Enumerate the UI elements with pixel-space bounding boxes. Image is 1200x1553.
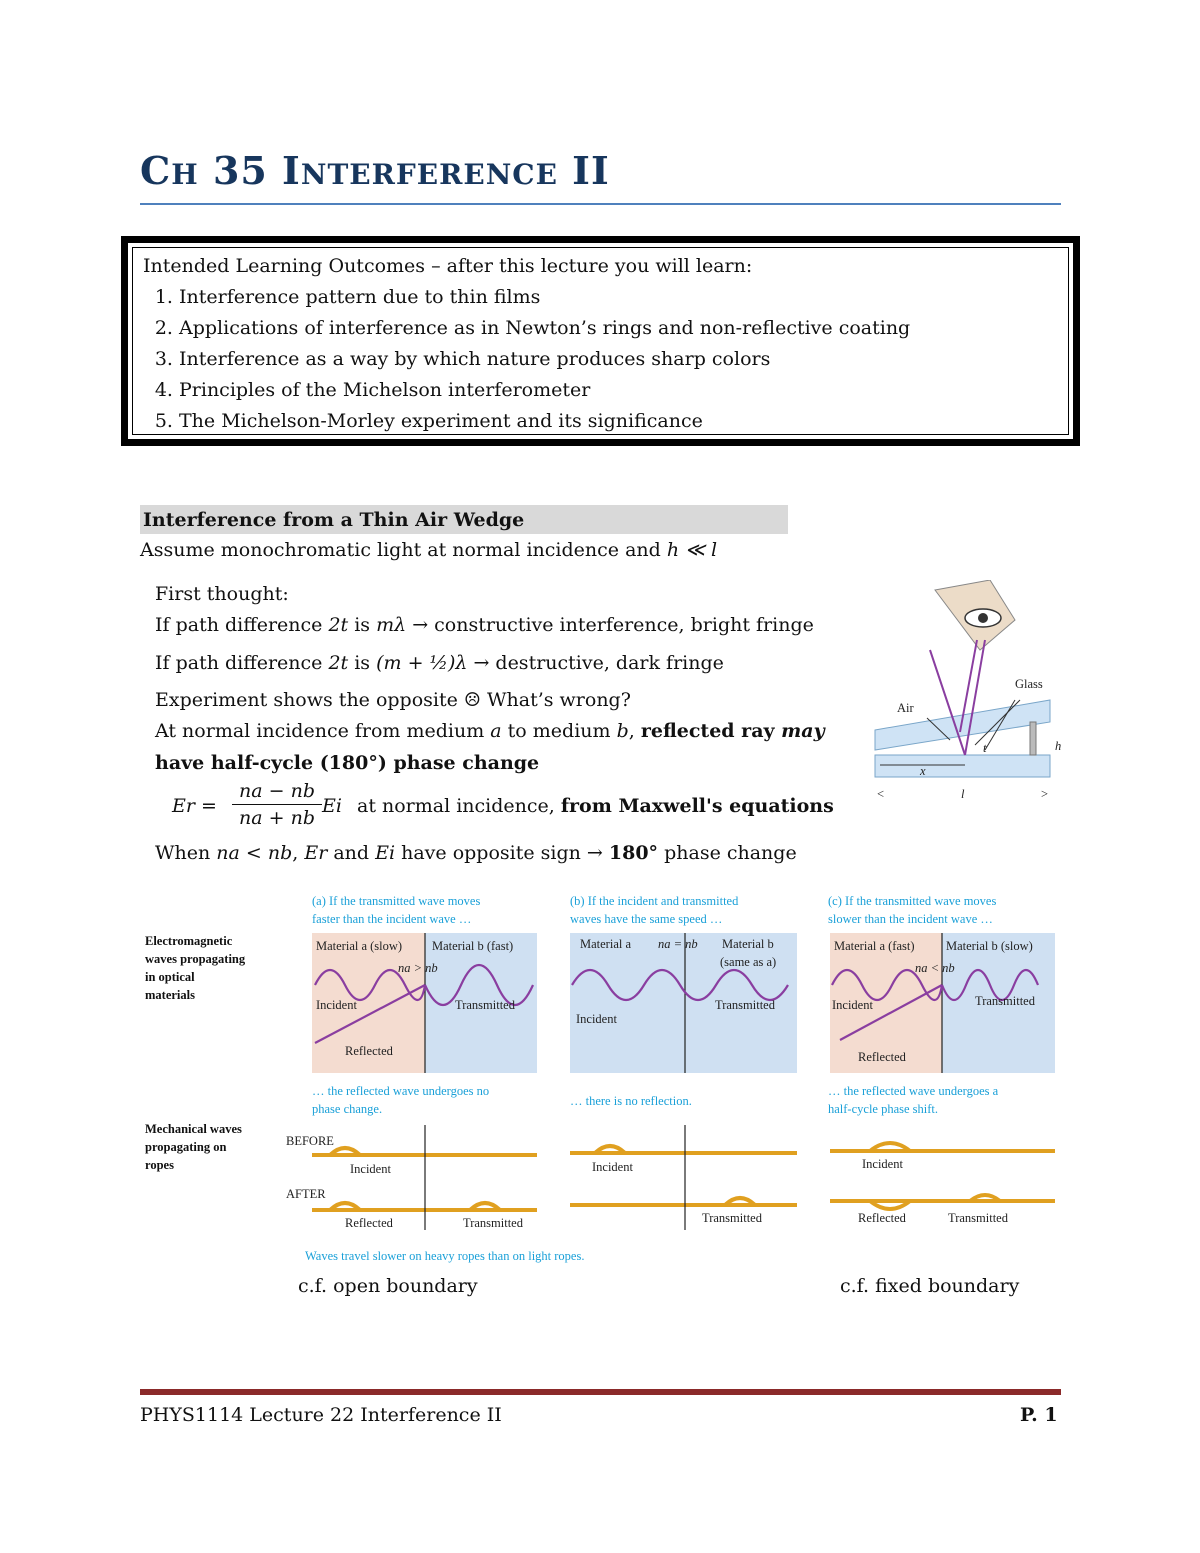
- panel-c-rope-transmitted: Transmitted: [948, 1211, 1008, 1225]
- em-waves-label-4: materials: [145, 988, 195, 1002]
- panel-b-note: … there is no reflection.: [570, 1094, 692, 1108]
- wedge-spacer: [1030, 722, 1036, 755]
- panel-a-rope-transmitted: Transmitted: [463, 1216, 523, 1230]
- panel-c-rope-incident: Incident: [862, 1157, 903, 1171]
- page-number: P. 1: [1020, 1404, 1058, 1426]
- constructive-line: If path difference 2t is mλ → constructive interference, bright fringe: [155, 614, 814, 636]
- bottom-glass-plate: [875, 755, 1050, 777]
- panel-c-reflected: Reflected: [858, 1050, 906, 1064]
- phase-change-line-2: have half-cycle (180°) phase change: [155, 752, 540, 774]
- wave-reflection-figure: [140, 885, 1060, 1270]
- bottom-note: Waves travel slower on heavy ropes than on light ropes.: [305, 1249, 585, 1263]
- outcome-item: 3. Interference as a way by which nature produces sharp colors: [179, 344, 910, 375]
- panel-a-note-1: … the reflected wave undergoes no: [312, 1084, 490, 1098]
- panel-c-material-right: Material b (slow): [946, 939, 1033, 953]
- l-right: >: [1041, 787, 1049, 801]
- mech-waves-label-1: Mechanical waves: [145, 1122, 242, 1136]
- panel-c-index-relation: na < nb: [915, 961, 955, 975]
- footer-course: PHYS1114 Lecture 22 Interference II: [140, 1404, 502, 1426]
- outcome-item: 1. Interference pattern due to thin films: [179, 282, 910, 313]
- panel-c-transmitted: Transmitted: [975, 994, 1035, 1008]
- panel-b-material-right: Material b: [722, 937, 774, 951]
- x-label: x: [920, 764, 926, 778]
- l-left: <: [877, 787, 885, 801]
- opposite-sign-line: When na < nb, Er and Ei have opposite sign → 180° phase change: [155, 842, 797, 864]
- glass-label: Glass: [1015, 677, 1043, 691]
- outcomes-list: [143, 282, 910, 437]
- outcome-item: 2. Applications of interference as in Newton’s rings and non-reflective coating: [179, 313, 910, 344]
- t-label: t: [983, 741, 987, 755]
- panel-a-material-right: Material b (fast): [432, 939, 514, 953]
- panel-b-transmitted: Transmitted: [715, 998, 775, 1012]
- panel-c-incident: Incident: [832, 998, 873, 1012]
- section-heading: Interference from a Thin Air Wedge: [140, 505, 788, 534]
- panel-a-reflected: Reflected: [345, 1044, 393, 1058]
- footer-rule: [140, 1389, 1061, 1395]
- first-thought: First thought:: [155, 583, 289, 605]
- panel-a-rope-reflected: Reflected: [345, 1216, 393, 1230]
- panel-c-note-2: half-cycle phase shift.: [828, 1102, 939, 1116]
- title-rule: [140, 203, 1061, 205]
- page-title: CH 35 INTERFERENCE II: [140, 148, 610, 193]
- opposite-line: Experiment shows the opposite ☹ What’s wrong?: [155, 689, 631, 711]
- after-label: AFTER: [286, 1187, 326, 1201]
- panel-a-rope-incident: Incident: [350, 1162, 391, 1176]
- em-waves-label-1: Electromagnetic: [145, 934, 233, 948]
- panel-b-material-right-2: (same as a): [720, 955, 777, 969]
- outcomes-intro: Intended Learning Outcomes – after this lecture you will learn:: [143, 255, 753, 277]
- panel-a-note-2: phase change.: [312, 1102, 383, 1116]
- panel-a-caption-2: faster than the incident wave …: [312, 912, 472, 926]
- panel-b-rope-transmitted: Transmitted: [702, 1211, 762, 1225]
- panel-c-material-left: Material a (fast): [834, 939, 915, 953]
- em-waves-label-3: in optical: [145, 970, 195, 984]
- panel-c-rope-reflected: Reflected: [858, 1211, 906, 1225]
- panel-a-material-left: Material a (slow): [316, 939, 403, 953]
- cf-fixed-boundary: c.f. fixed boundary: [840, 1275, 1020, 1297]
- phase-change-line: At normal incidence from medium a to medium b, reflected ray may: [155, 720, 825, 742]
- outcome-item: 5. The Michelson-Morley experiment and its significance: [179, 406, 910, 437]
- panel-b-caption-1: (b) If the incident and transmitted: [570, 894, 739, 908]
- panel-a-index-relation: na > nb: [398, 961, 438, 975]
- panel-c-note-1: … the reflected wave undergoes a: [828, 1084, 999, 1098]
- reflection-equation: Er =: [172, 795, 217, 817]
- panel-c-caption-2: slower than the incident wave …: [828, 912, 993, 926]
- air-label: Air: [897, 701, 914, 715]
- panel-b-index-relation: na = nb: [658, 937, 698, 951]
- destructive-line: If path difference 2t is (m + ½)λ → destructive, dark fringe: [155, 652, 724, 674]
- panel-b-incident: Incident: [576, 1012, 617, 1026]
- panel-b-rope-incident: Incident: [592, 1160, 633, 1174]
- panel-b-caption-2: waves have the same speed …: [570, 912, 723, 926]
- equation-fraction: na − nb na + nb: [232, 780, 322, 829]
- panel-a-transmitted: Transmitted: [455, 998, 515, 1012]
- equation-note: at normal incidence, from Maxwell's equations: [357, 795, 834, 817]
- em-waves-label-2: waves propagating: [145, 952, 246, 966]
- panel-a-caption-1: (a) If the transmitted wave moves: [312, 894, 481, 908]
- before-label: BEFORE: [286, 1134, 334, 1148]
- air-wedge-diagram: [865, 580, 1065, 805]
- equation-ei: Ei: [322, 795, 342, 817]
- mech-waves-label-3: ropes: [145, 1158, 174, 1172]
- cf-open-boundary: c.f. open boundary: [298, 1275, 478, 1297]
- h-label: h: [1055, 739, 1062, 753]
- assumption-line: Assume monochromatic light at normal incidence and h ≪ l: [140, 539, 718, 561]
- panel-c-caption-1: (c) If the transmitted wave moves: [828, 894, 997, 908]
- outcome-item: 4. Principles of the Michelson interferometer: [179, 375, 910, 406]
- panel-b-material-left: Material a: [580, 937, 632, 951]
- l-label: l: [961, 787, 965, 801]
- panel-a-incident: Incident: [316, 998, 357, 1012]
- mech-waves-label-2: propagating on: [145, 1140, 227, 1154]
- learning-outcomes-box: [121, 236, 1080, 446]
